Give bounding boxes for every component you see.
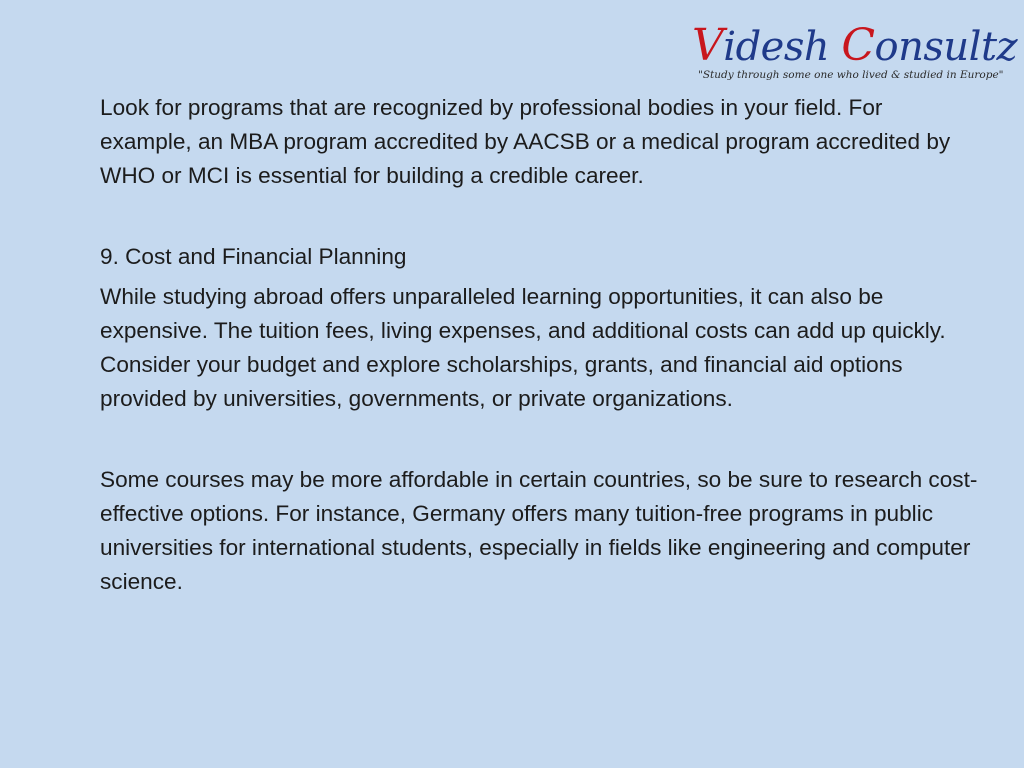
section-heading: 9. Cost and Financial Planning: [100, 243, 407, 269]
logo-word-onsultz: onsultz: [874, 24, 1018, 70]
logo-wordmark: [692, 20, 1018, 71]
paragraph-cost: While studying abroad offers unparalleled learning opportunities, it can also be expensive. The tuition fees, living expenses, and additional costs can add up quickly. Consider your budget and explore scholarships, grants, and financial aid options provided by universities, governments, or private organizations.: [100, 283, 946, 412]
slide-content: [100, 91, 980, 599]
paragraph-accreditation: Look for programs that are recognized by professional bodies in your field. For example, an MBA program accredited by AACSB or a medical program accredited by WHO or MCI is essential for building a credible career.: [100, 95, 951, 189]
paragraph-affordable: Some courses may be more affordable in certain countries, so be sure to research cost-effective options. For instance, Germany offers many tuition-free programs in public universities for international students, especially in fields like engineering and computer science.: [100, 466, 978, 595]
logo-word-idesh: idesh: [723, 24, 842, 70]
logo-tagline: "Study through some one who lived & studied in Europe": [698, 69, 1004, 81]
logo-letter-v: V: [692, 20, 724, 71]
logo-letter-c: C: [841, 20, 875, 71]
brand-logo: [692, 20, 1018, 81]
